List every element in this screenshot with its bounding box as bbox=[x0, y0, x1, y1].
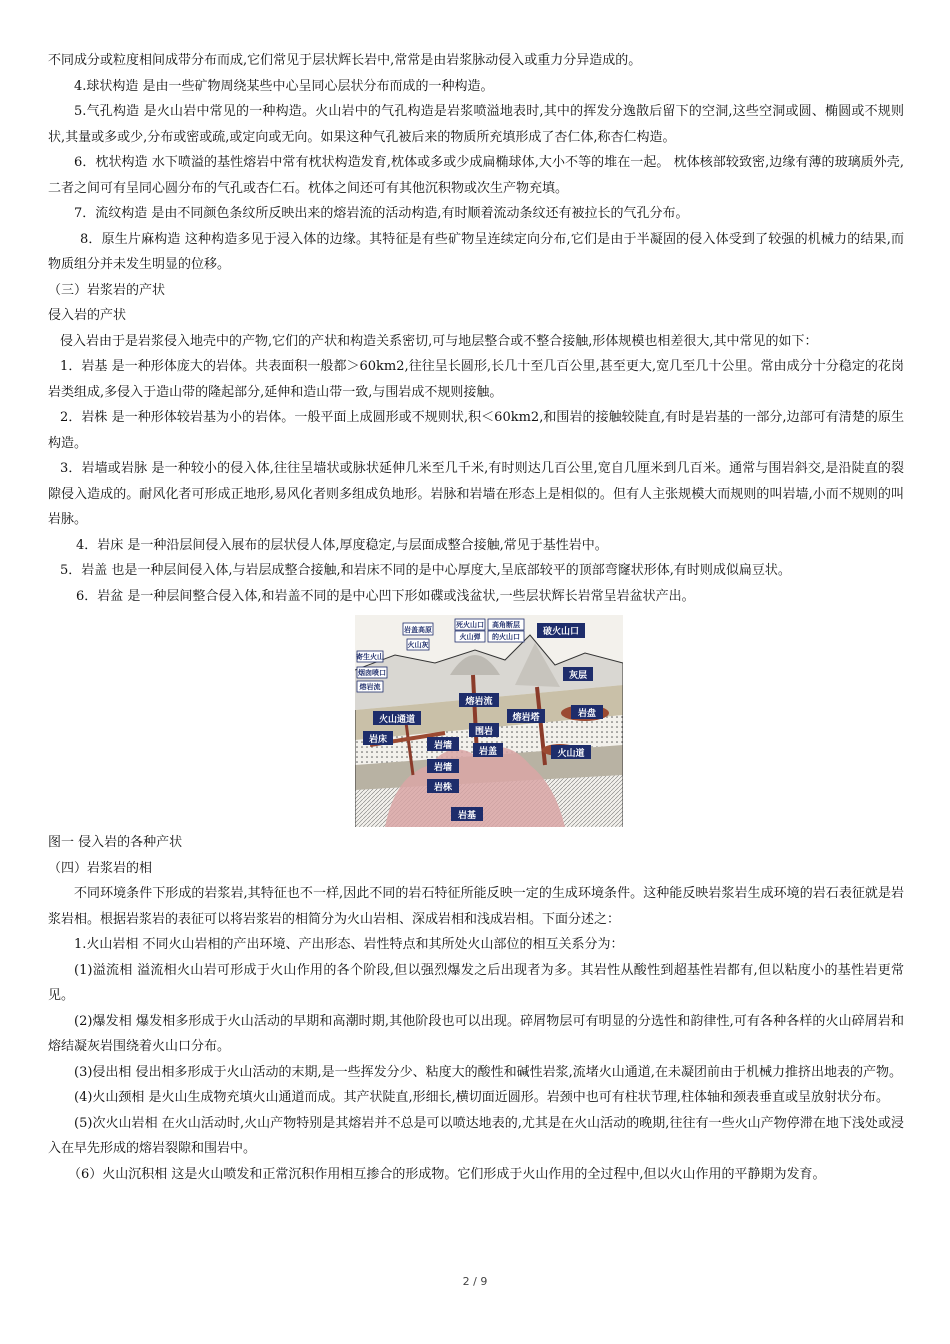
label-lava-flow: 熔岩流 bbox=[465, 697, 493, 707]
paragraph-effusive-facies: (1)溢流相 溢流相火山岩可形成于火山作用的各个阶段,但以强烈爆发之后出现者为多。其岩性从酸性到超基性岩都有,但以粘度小的基性岩更常见。 bbox=[48, 962, 904, 1003]
label-laccolith: 岩盘 bbox=[577, 709, 597, 719]
paragraph-laccolith: 5．岩盖 也是一种层间侵入体,与岩层成整合接触,和岩床不同的是中心厚度大,呈底部较平的顶部弯窿状形体,有时则成似扁豆状。 bbox=[60, 563, 791, 578]
label-top4: 死火山口 bbox=[456, 621, 484, 629]
figure-caption: 图一 侵入岩的各种产状 bbox=[48, 835, 183, 850]
paragraph-spherical-structure: 4.球状构造 是由一些矿物周绕某些中心呈同心层状分布而成的一种构造。 bbox=[74, 78, 494, 94]
paragraph-pillow-structure: 6．枕状构造 水下喷溢的基性熔岩中常有枕状构造发育,枕体或多或少成扁椭球体,大小不等的堆在一起。 枕体核部较致密,边缘有薄的玻璃质外壳,二者之间可有呈同心圆分布的气孔或杏仁石。枕体之间还可有其他沉积物或次生产物充填。 bbox=[48, 155, 904, 196]
label-top2: 火山灰 bbox=[407, 641, 429, 649]
paragraph-sill: 4．岩床 是一种沿层间侵入展布的层状侵人体,厚度稳定,与层面成整合接触,常见于基性岩中。 bbox=[76, 537, 608, 553]
label-cover: 岩盖 bbox=[478, 747, 498, 757]
geology-block-diagram bbox=[355, 615, 623, 827]
paragraph-batholith: 1．岩基 是一种形体庞大的岩体。共表面积一般都＞60km2,往往呈长圆形,长几十至几百公里,甚至更大,宽几至几十公里。常由成分十分稳定的花岗岩类组成,多侵入于造山带的隆起部分,延伸和造山带一致,与围岩成不规则接触。 bbox=[48, 359, 904, 400]
section-heading-occurrence: （三）岩浆岩的产状 bbox=[48, 282, 166, 298]
subheading-intrusive-occurrence: 侵入岩的产状 bbox=[48, 308, 127, 323]
paragraph-volcano-sedimentary-facies: （6）火山沉积相 这是火山喷发和正常沉积作用相互掺合的形成物。它们形成于火山作用的全过程中,但以火山作用的平静期为发育。 bbox=[68, 1166, 826, 1182]
label-top5: 火山弹 bbox=[459, 633, 481, 641]
label-volcanic-neck: 火山道 bbox=[557, 749, 585, 759]
label-sill: 岩床 bbox=[368, 735, 388, 745]
paragraph-dike: 3．岩墙或岩脉 是一种较小的侵入体,往往呈墙状或脉状延伸几米至几千米,有时则达几百公里,宽自几厘米到几百米。通常与围岩斜交,是沿陡直的裂隙侵入造成的。耐风化者可形成正地形,易风化者则多组成负地形。岩脉和岩墙在形态上是相似的。但有人主张规模大而规则的叫岩墙,小而不规则的叫岩脉。 bbox=[48, 461, 904, 527]
label-conduit: 火山通道 bbox=[378, 715, 416, 725]
paragraph-continuation: 不同成分或粒度相间成带分布而成,它们常见于层状辉长岩中,常常是由岩浆脉动侵入或重力分异造成的。 bbox=[48, 53, 642, 68]
paragraph-flow-banding: 7．流纹构造 是由不同颜色条纹所反映出来的熔岩流的活动构造,有时顺着流动条纹还有被拉长的气孔分布。 bbox=[74, 206, 689, 221]
label-top7: 的火山口 bbox=[492, 633, 520, 641]
section-heading-facies: （四）岩浆岩的相 bbox=[48, 860, 153, 876]
paragraph-gneissic-structure: 8．原生片麻构造 这种构造多见于浸入体的边缘。其特征是有些矿物呈连续定向分布,它们是由于半凝固的侵入体受到了较强的机械力的结果,而物质组分并未发生明显的位移。 bbox=[48, 231, 904, 272]
label-stock: 岩株 bbox=[433, 783, 453, 793]
page-number: 2 / 9 bbox=[462, 1275, 488, 1288]
paragraph-lopolith: 6．岩盆 是一种层间整合侵入体,和岩盖不同的是中心凹下形如碟或浅盆状,一些层状辉长岩常呈岩盆状产出。 bbox=[76, 588, 695, 604]
label-ash: 灰层 bbox=[568, 671, 588, 681]
paragraph-neck-facies: (4)火山颈相 是火山生成物充填火山通道而成。其产状陡直,形细长,横切面近圆形。岩颈中也可有柱状节理,柱体轴和颈表垂直或呈放射状分布。 bbox=[74, 1090, 889, 1105]
paragraph-subvolcanic-facies: (5)次火山岩相 在火山活动时,火山产物特别是其熔岩并不总是可以喷达地表的,尤其是在火山活动的晚期,往往有一些火山产物停滞在地下浅处或浸入在早先形成的熔岩裂隙和围岩中。 bbox=[48, 1115, 904, 1156]
label-lava-plug: 熔岩塔 bbox=[512, 713, 540, 723]
label-left1: 烟囱喷口 bbox=[358, 669, 386, 677]
figure-intrusive-occurrences bbox=[48, 612, 904, 830]
label-top6: 高角断层 bbox=[492, 621, 520, 629]
label-dike2: 岩墙 bbox=[433, 763, 453, 773]
label-batholith: 岩基 bbox=[457, 811, 477, 821]
paragraph-volcanic-facies: 1.火山岩相 不同火山岩相的产出环境、产出形态、岩性特点和其所处火山部位的相互关系分为： bbox=[74, 937, 624, 952]
paragraph-facies-intro: 不同环境条件下形成的岩浆岩,其特征也不一样,因此不同的岩石特征所能反映一定的生成环境条件。这种能反映岩浆岩生成环境的岩石表征就是岩浆岩相。根据岩浆岩的表征可以将岩浆岩的相简分为火山岩相、深成岩相和浅成岩相。下面分述之： bbox=[48, 886, 904, 927]
paragraph-intrusive-intro: 侵入岩由于是岩浆侵入地壳中的产物,它们的产状和构造关系密切,可与地层整合或不整合接触,形体规模也相差很大,其中常见的如下： bbox=[60, 333, 818, 349]
label-country-rock: 围岩 bbox=[474, 727, 494, 737]
label-top1: 岩盖高原 bbox=[404, 626, 432, 634]
label-top3: 寄生火山 bbox=[356, 653, 384, 661]
label-top8: 破火山口 bbox=[542, 627, 580, 637]
document-body bbox=[48, 48, 904, 1187]
paragraph-stock: 2．岩株 是一种形体较岩基为小的岩体。一般平面上成圆形或不规则状,积＜60km2,和围岩的接触较陡直,有时是岩基的一部分,边部可有清楚的原生构造。 bbox=[48, 410, 904, 451]
label-dike1: 岩墙 bbox=[433, 741, 453, 751]
label-left2: 熔岩流 bbox=[359, 683, 381, 691]
paragraph-extrusive-facies: (3)侵出相 侵出相多形成于火山活动的末期,是一些挥发分少、粘度大的酸性和碱性岩浆,流堵火山通道,在未凝团前由于机械力推挤出地表的产物。 bbox=[74, 1064, 902, 1080]
paragraph-vesicular-structure: 5.气孔构造 是火山岩中常见的一种构造。火山岩中的气孔构造是岩浆喷溢地表时,其中的挥发分逸散后留下的空洞,这些空洞或圆、椭圆或不规则状,其量或多或少,分布或密或疏,或定向或无向。如果这种气孔被后来的物质所充填形成了杏仁体,称杏仁构造。 bbox=[48, 104, 904, 145]
paragraph-explosive-facies: (2)爆发相 爆发相多形成于火山活动的早期和高潮时期,其他阶段也可以出现。碎屑物层可有明显的分选性和韵律性,可有各种各样的火山碎屑岩和熔结凝灰岩围绕着火山口分布。 bbox=[48, 1013, 904, 1054]
